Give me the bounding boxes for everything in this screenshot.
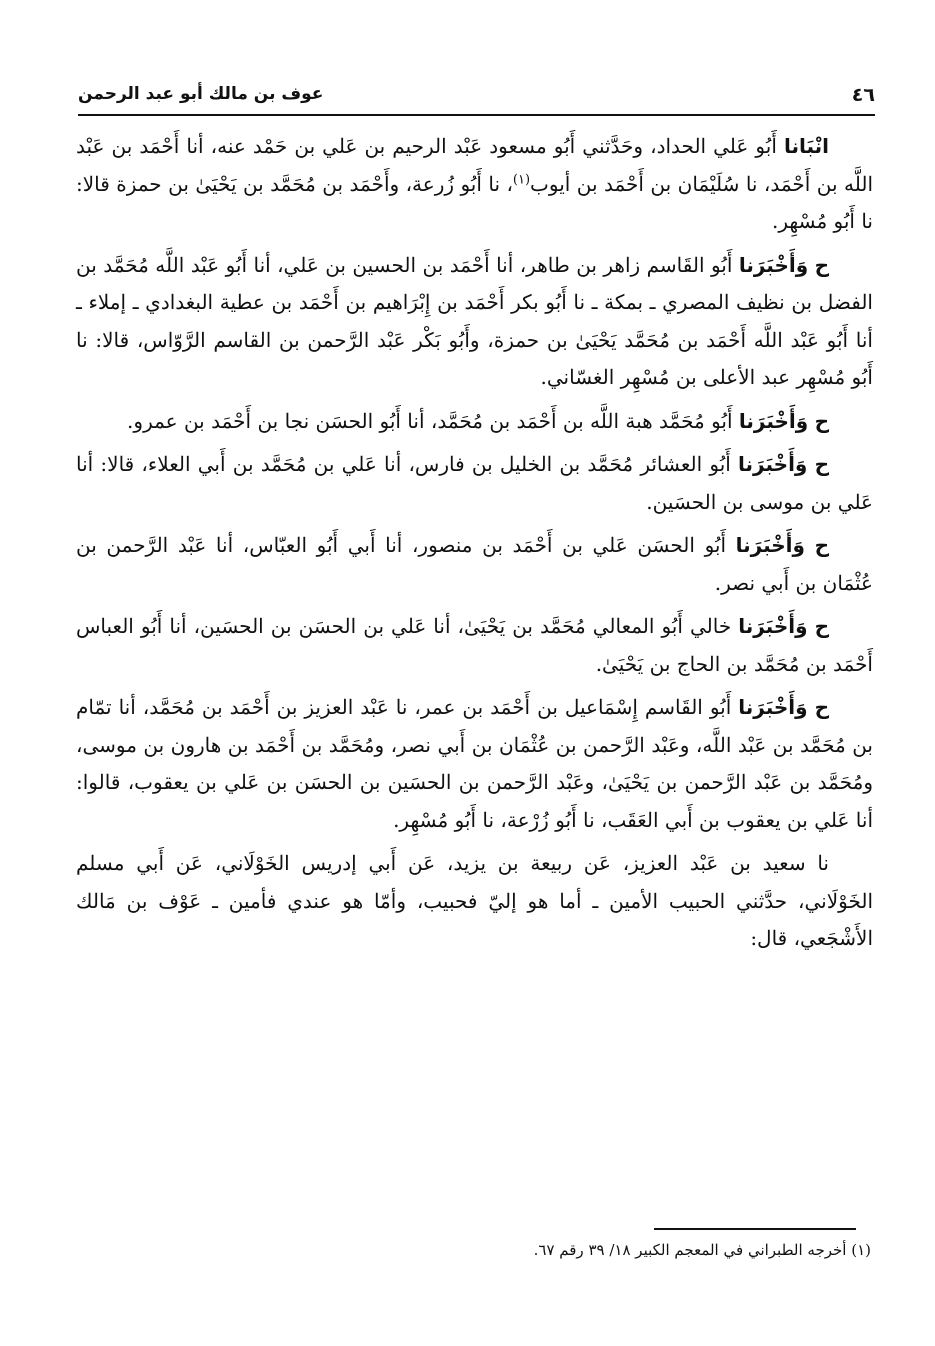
- paragraph-4: [76, 446, 873, 521]
- paragraph-text: أَبُو مُحَمَّد هبة اللَّه بن أَحْمَد بن مُحَمَّد، أنا أَبُو الحسَن نجا بن أَحْمَد بن عمرو.: [127, 408, 739, 433]
- paragraph-1: [76, 128, 873, 241]
- page-number: ٤٦: [851, 84, 875, 106]
- paragraph-text: نا سعيد بن عَبْد العزيز، عَن ربيعة بن يزيد، عَن أَبي إدريس الخَوْلَاني، عَن أَبي مسلم الخَوْلَاني، حدَّثني الحبيب الأمين ـ أما هو إليّ فحبيب، وأمّا هو عندي فأمين ـ عَوْف بن مَالك الأَشْجَعي، قال:: [76, 851, 873, 950]
- ha-marker: ح: [814, 533, 830, 557]
- paragraph-text: أَبُو القَاسم إِسْمَاعيل بن أَحْمَد بن عمر، نا عَبْد العزيز بن أَحْمَد بن مُحَمَّد، أنا تمّام بن مُحَمَّد بن عَبْد اللَّه، وعَبْد الرَّحمن بن عُثْمَان بن أَبي نصر، ومُحَمَّد بن أَحْمَد بن هارون بن موسى، ومُحَمَّد بن عَبْد الرَّحمن بن يَحْيَىٰ، وعَبْد الرَّحمن بن الحسَين بن الحسَن بن عَلي بن يعقوب، قالوا: أنا عَلي بن يعقوب بن أَبي العَقَب، نا أَبُو زُرْعة، نا أَبُو مُسْهِر.: [76, 695, 873, 832]
- paragraph-text: خالي أَبُو المعالي مُحَمَّد بن يَحْيَىٰ، أنا عَلي بن الحسَن بن الحسَين، أنا أَبُو العباس أَحْمَد بن مُحَمَّد بن الحاج بن يَحْيَىٰ.: [76, 614, 873, 676]
- paragraph-5: [76, 527, 873, 602]
- paragraph-text: أَبُو القَاسم زاهر بن طاهر، أنا أَحْمَد بن الحسين بن عَلي، أنا أَبُو عَبْد اللَّه مُحَمَّد بن الفضل بن نظيف المصري ـ بمكة ـ نا أَبُو بكر أَحْمَد بن إِبْرَاهيم بن أَحْمَد بن عطية البغدادي ـ إملاء ـ أنا أَبُو عَبْد اللَّه أَحْمَد بن مُحَمَّد يَحْيَىٰ بن حمزة، وأَبُو بَكْر عَبْد الرَّحمن بن القاسم الرَّوّاس، قالا: نا أَبُو مُسْهِر عبد الأعلى بن مُسْهِر الغسّاني.: [76, 252, 873, 389]
- paragraph-7: [76, 689, 873, 839]
- paragraph-text: أَبُو العشائر مُحَمَّد بن الخليل بن فارس، أنا عَلي بن مُحَمَّد بن أَبي العلاء، قالا: أنا عَلي بن موسى بن الحسَين.: [76, 452, 873, 514]
- paragraph-2: [76, 247, 873, 397]
- ha-marker: ح: [814, 452, 829, 476]
- paragraph-text: أَبُو عَلي الحداد، وحَدَّثني أَبُو مسعود عَبْد الرحيم بن عَلي بن حَمْد عنه، أنا أَحْمَد بن عَبْد اللَّه بن أَحْمَد، نا سُلَيْمَان بن أَحْمَد بن أيوب: [76, 134, 874, 196]
- ha-marker: ح: [814, 252, 830, 277]
- keyword-akhbarana: وَأَخْبَرَنا: [735, 533, 805, 557]
- running-title: عوف بن مالك أبو عبد الرحمن: [78, 84, 324, 104]
- ha-marker: ح: [814, 408, 829, 433]
- ha-marker: ح: [814, 695, 829, 719]
- paragraph-text: أَبُو الحسَن عَلي بن أَحْمَد بن منصور، أنا أَبي أَبُو العبّاس، أنا عَبْد الرَّحمن بن عُثْمَان بن أَبي نصر.: [76, 533, 873, 595]
- footnote-text: أخرجه الطبراني في المعجم الكبير ١٨/ ٣٩ رقم ٦٧.: [533, 1241, 847, 1259]
- paragraph-8: [76, 845, 873, 958]
- ha-marker: ح: [814, 614, 829, 638]
- footnote-reference: (١): [512, 171, 531, 187]
- paragraph-text-continued: ، نا أَبُو زُرعة، وأَحْمَد بن مُحَمَّد بن يَحْيَىٰ بن حمزة قالا: نا أَبُو مُسْهِر.: [76, 171, 873, 233]
- paragraph-3: [76, 403, 873, 441]
- footnote: [76, 1238, 871, 1262]
- footnote-number: (١): [851, 1241, 871, 1259]
- main-text: [76, 128, 873, 964]
- keyword-anbana: انْبَانا: [783, 134, 829, 158]
- keyword-akhbarana: وَأَخْبَرَنا: [738, 252, 809, 277]
- keyword-akhbarana: وَأَخْبَرَنا: [738, 614, 808, 638]
- paragraph-6: [76, 608, 873, 683]
- keyword-akhbarana: وَأَخْبَرَنا: [738, 408, 809, 433]
- keyword-akhbarana: وَأَخْبَرَنا: [738, 695, 808, 719]
- page-header: [78, 78, 875, 116]
- footnote-separator: [654, 1228, 856, 1230]
- keyword-akhbarana: وَأَخْبَرَنا: [738, 452, 808, 476]
